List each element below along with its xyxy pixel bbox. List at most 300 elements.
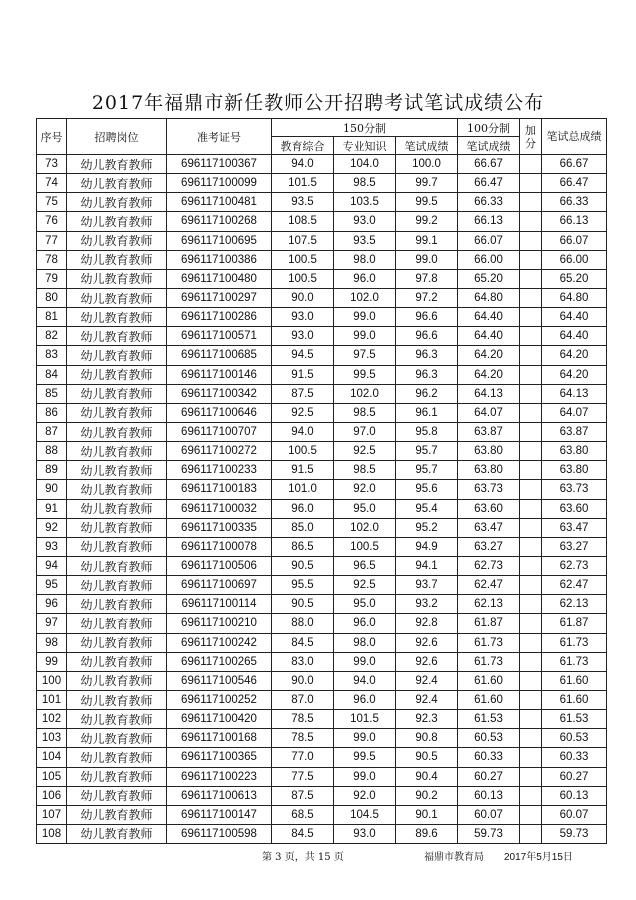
table-row (37, 155, 607, 174)
edu-score-cell: 108.5 (272, 212, 334, 231)
written-score-cell: 95.6 (396, 480, 458, 499)
bonus-cell (520, 403, 542, 422)
written-100-cell: 63.47 (458, 518, 520, 537)
edu-score-cell: 77.5 (272, 767, 334, 786)
edu-score-cell: 100.5 (272, 442, 334, 461)
seq-cell: 82 (37, 327, 67, 346)
header-prof: 专业知识 (334, 137, 396, 155)
edu-score-cell: 107.5 (272, 231, 334, 250)
written-score-cell: 94.1 (396, 556, 458, 575)
written-100-cell: 66.47 (458, 174, 520, 193)
prof-score-cell: 92.0 (334, 786, 396, 805)
total-score-cell: 64.20 (542, 365, 607, 384)
written-score-cell: 99.7 (396, 174, 458, 193)
prof-score-cell: 103.5 (334, 193, 396, 212)
written-100-cell: 61.60 (458, 690, 520, 709)
written-100-cell: 63.80 (458, 442, 520, 461)
total-score-cell: 63.87 (542, 422, 607, 441)
total-score-cell: 62.13 (542, 595, 607, 614)
post-cell: 幼儿教育教师 (67, 327, 167, 346)
table-row (37, 308, 607, 327)
table-row (37, 595, 607, 614)
total-score-cell: 61.73 (542, 633, 607, 652)
written-score-cell: 99.2 (396, 212, 458, 231)
edu-score-cell: 91.5 (272, 461, 334, 480)
bonus-cell (520, 327, 542, 346)
written-score-cell: 92.6 (396, 633, 458, 652)
written-100-cell: 61.87 (458, 614, 520, 633)
total-score-cell: 60.53 (542, 729, 607, 748)
seq-cell: 86 (37, 403, 67, 422)
exam-id-cell: 696117100242 (167, 633, 272, 652)
total-score-cell: 61.60 (542, 671, 607, 690)
post-cell: 幼儿教育教师 (67, 288, 167, 307)
prof-score-cell: 97.5 (334, 346, 396, 365)
prof-score-cell: 99.0 (334, 327, 396, 346)
table-row (37, 250, 607, 269)
seq-cell: 108 (37, 824, 67, 843)
post-cell: 幼儿教育教师 (67, 786, 167, 805)
edu-score-cell: 87.0 (272, 690, 334, 709)
table-row (37, 652, 607, 671)
total-score-cell: 66.33 (542, 193, 607, 212)
bonus-cell (520, 346, 542, 365)
exam-id-cell: 696117100210 (167, 614, 272, 633)
prof-score-cell: 102.0 (334, 518, 396, 537)
seq-cell: 78 (37, 250, 67, 269)
total-score-cell: 61.60 (542, 690, 607, 709)
written-100-cell: 66.13 (458, 212, 520, 231)
written-100-cell: 66.33 (458, 193, 520, 212)
exam-id-cell: 696117100598 (167, 824, 272, 843)
header-group-150: 150分制 (272, 119, 458, 137)
edu-score-cell: 95.5 (272, 576, 334, 595)
exam-id-cell: 696117100367 (167, 155, 272, 174)
edu-score-cell: 94.5 (272, 346, 334, 365)
written-score-cell: 99.5 (396, 193, 458, 212)
edu-score-cell: 93.0 (272, 327, 334, 346)
written-100-cell: 61.73 (458, 633, 520, 652)
table-row (37, 729, 607, 748)
prof-score-cell: 98.5 (334, 403, 396, 422)
total-score-cell: 60.13 (542, 786, 607, 805)
written-score-cell: 92.4 (396, 690, 458, 709)
prof-score-cell: 94.0 (334, 671, 396, 690)
written-score-cell: 92.4 (396, 671, 458, 690)
written-100-cell: 60.33 (458, 748, 520, 767)
seq-cell: 103 (37, 729, 67, 748)
table-row (37, 748, 607, 767)
edu-score-cell: 83.0 (272, 652, 334, 671)
prof-score-cell: 97.0 (334, 422, 396, 441)
written-score-cell: 94.9 (396, 537, 458, 556)
written-100-cell: 63.60 (458, 499, 520, 518)
total-score-cell: 60.27 (542, 767, 607, 786)
exam-id-cell: 696117100480 (167, 269, 272, 288)
written-100-cell: 60.13 (458, 786, 520, 805)
written-score-cell: 99.1 (396, 231, 458, 250)
seq-cell: 90 (37, 480, 67, 499)
table-row (37, 384, 607, 403)
post-cell: 幼儿教育教师 (67, 212, 167, 231)
table-row (37, 824, 607, 843)
exam-id-cell: 696117100297 (167, 288, 272, 307)
exam-id-cell: 696117100272 (167, 442, 272, 461)
written-100-cell: 61.53 (458, 710, 520, 729)
table-row (37, 288, 607, 307)
bonus-cell (520, 384, 542, 403)
bonus-cell (520, 633, 542, 652)
table-row (37, 499, 607, 518)
table-row (37, 633, 607, 652)
table-row (37, 518, 607, 537)
edu-score-cell: 84.5 (272, 824, 334, 843)
prof-score-cell: 98.5 (334, 174, 396, 193)
table-row (37, 480, 607, 499)
written-score-cell: 90.4 (396, 767, 458, 786)
edu-score-cell: 90.5 (272, 595, 334, 614)
total-score-cell: 59.73 (542, 824, 607, 843)
written-100-cell: 66.67 (458, 155, 520, 174)
edu-score-cell: 92.5 (272, 403, 334, 422)
written-100-cell: 62.73 (458, 556, 520, 575)
table-row (37, 614, 607, 633)
post-cell: 幼儿教育教师 (67, 384, 167, 403)
written-score-cell: 90.1 (396, 805, 458, 824)
edu-score-cell: 100.5 (272, 250, 334, 269)
header-written: 笔试成绩 (396, 137, 458, 155)
prof-score-cell: 104.5 (334, 805, 396, 824)
score-table (36, 118, 607, 844)
written-score-cell: 99.0 (396, 250, 458, 269)
edu-score-cell: 86.5 (272, 537, 334, 556)
bonus-cell (520, 710, 542, 729)
written-100-cell: 63.80 (458, 461, 520, 480)
bonus-cell (520, 518, 542, 537)
bonus-cell (520, 652, 542, 671)
bonus-cell (520, 269, 542, 288)
exam-id-cell: 696117100183 (167, 480, 272, 499)
bonus-cell (520, 422, 542, 441)
written-score-cell: 96.6 (396, 327, 458, 346)
prof-score-cell: 100.5 (334, 537, 396, 556)
post-cell: 幼儿教育教师 (67, 576, 167, 595)
total-score-cell: 61.53 (542, 710, 607, 729)
written-score-cell: 97.2 (396, 288, 458, 307)
exam-id-cell: 696117100420 (167, 710, 272, 729)
exam-id-cell: 696117100697 (167, 576, 272, 595)
table-row (37, 767, 607, 786)
seq-cell: 80 (37, 288, 67, 307)
seq-cell: 94 (37, 556, 67, 575)
written-score-cell: 96.2 (396, 384, 458, 403)
table-row (37, 442, 607, 461)
exam-id-cell: 696117100646 (167, 403, 272, 422)
prof-score-cell: 98.5 (334, 461, 396, 480)
table-row (37, 537, 607, 556)
exam-id-cell: 696117100613 (167, 786, 272, 805)
exam-id-cell: 696117100506 (167, 556, 272, 575)
post-cell: 幼儿教育教师 (67, 422, 167, 441)
exam-id-cell: 696117100233 (167, 461, 272, 480)
total-score-cell: 65.20 (542, 269, 607, 288)
seq-cell: 93 (37, 537, 67, 556)
footer-organization: 福鼎市教育局 (424, 852, 484, 863)
written-100-cell: 60.27 (458, 767, 520, 786)
seq-cell: 97 (37, 614, 67, 633)
exam-id-cell: 696117100546 (167, 671, 272, 690)
written-100-cell: 59.73 (458, 824, 520, 843)
written-score-cell: 90.5 (396, 748, 458, 767)
written-100-cell: 60.53 (458, 729, 520, 748)
total-score-cell: 66.07 (542, 231, 607, 250)
written-100-cell: 64.80 (458, 288, 520, 307)
table-row (37, 690, 607, 709)
edu-score-cell: 96.0 (272, 499, 334, 518)
exam-id-cell: 696117100268 (167, 212, 272, 231)
seq-cell: 107 (37, 805, 67, 824)
bonus-cell (520, 250, 542, 269)
total-score-cell: 63.73 (542, 480, 607, 499)
post-cell: 幼儿教育教师 (67, 231, 167, 250)
post-cell: 幼儿教育教师 (67, 193, 167, 212)
seq-cell: 104 (37, 748, 67, 767)
written-100-cell: 64.40 (458, 327, 520, 346)
prof-score-cell: 93.0 (334, 824, 396, 843)
prof-score-cell: 99.0 (334, 767, 396, 786)
bonus-cell (520, 308, 542, 327)
total-score-cell: 62.73 (542, 556, 607, 575)
prof-score-cell: 96.0 (334, 690, 396, 709)
seq-cell: 92 (37, 518, 67, 537)
prof-score-cell: 96.5 (334, 556, 396, 575)
total-score-cell: 66.00 (542, 250, 607, 269)
exam-id-cell: 696117100223 (167, 767, 272, 786)
table-body (37, 155, 607, 844)
seq-cell: 105 (37, 767, 67, 786)
post-cell: 幼儿教育教师 (67, 729, 167, 748)
seq-cell: 96 (37, 595, 67, 614)
post-cell: 幼儿教育教师 (67, 269, 167, 288)
post-cell: 幼儿教育教师 (67, 518, 167, 537)
prof-score-cell: 101.5 (334, 710, 396, 729)
edu-score-cell: 90.5 (272, 556, 334, 575)
edu-score-cell: 101.5 (272, 174, 334, 193)
bonus-cell (520, 231, 542, 250)
post-cell: 幼儿教育教师 (67, 556, 167, 575)
bonus-cell (520, 748, 542, 767)
written-100-cell: 60.07 (458, 805, 520, 824)
post-cell: 幼儿教育教师 (67, 633, 167, 652)
edu-score-cell: 78.5 (272, 729, 334, 748)
header-seq: 序号 (37, 119, 67, 155)
seq-cell: 98 (37, 633, 67, 652)
written-score-cell: 96.6 (396, 308, 458, 327)
table-row (37, 403, 607, 422)
exam-id-cell: 696117100078 (167, 537, 272, 556)
written-score-cell: 95.2 (396, 518, 458, 537)
page-title: 2017年福鼎市新任教师公开招聘考试笔试成绩公布 (91, 92, 545, 114)
edu-score-cell: 84.5 (272, 633, 334, 652)
header-exam-id: 准考证号 (167, 119, 272, 155)
exam-id-cell: 696117100099 (167, 174, 272, 193)
exam-id-cell: 696117100481 (167, 193, 272, 212)
bonus-cell (520, 537, 542, 556)
seq-cell: 106 (37, 786, 67, 805)
prof-score-cell: 99.0 (334, 308, 396, 327)
written-score-cell: 95.7 (396, 461, 458, 480)
edu-score-cell: 93.5 (272, 193, 334, 212)
total-score-cell: 64.40 (542, 327, 607, 346)
written-score-cell: 93.2 (396, 595, 458, 614)
exam-id-cell: 696117100252 (167, 690, 272, 709)
seq-cell: 74 (37, 174, 67, 193)
post-cell: 幼儿教育教师 (67, 346, 167, 365)
seq-cell: 84 (37, 365, 67, 384)
written-score-cell: 95.7 (396, 442, 458, 461)
table-row (37, 346, 607, 365)
total-score-cell: 60.33 (542, 748, 607, 767)
edu-score-cell: 88.0 (272, 614, 334, 633)
post-cell: 幼儿教育教师 (67, 442, 167, 461)
total-score-cell: 60.07 (542, 805, 607, 824)
table-row (37, 269, 607, 288)
exam-id-cell: 696117100335 (167, 518, 272, 537)
bonus-cell (520, 365, 542, 384)
total-score-cell: 63.47 (542, 518, 607, 537)
exam-id-cell: 696117100685 (167, 346, 272, 365)
total-score-cell: 61.87 (542, 614, 607, 633)
written-score-cell: 92.6 (396, 652, 458, 671)
total-score-cell: 66.47 (542, 174, 607, 193)
seq-cell: 73 (37, 155, 67, 174)
table-row (37, 365, 607, 384)
bonus-cell (520, 614, 542, 633)
prof-score-cell: 99.0 (334, 729, 396, 748)
total-score-cell: 64.07 (542, 403, 607, 422)
header-edu: 教育综合 (272, 137, 334, 155)
table-row (37, 461, 607, 480)
written-score-cell: 100.0 (396, 155, 458, 174)
bonus-cell (520, 212, 542, 231)
seq-cell: 75 (37, 193, 67, 212)
header-bonus: 加分 (520, 119, 542, 155)
exam-id-cell: 696117100032 (167, 499, 272, 518)
exam-id-cell: 696117100286 (167, 308, 272, 327)
table-row (37, 805, 607, 824)
prof-score-cell: 102.0 (334, 288, 396, 307)
exam-id-cell: 696117100707 (167, 422, 272, 441)
written-100-cell: 63.27 (458, 537, 520, 556)
bonus-cell (520, 690, 542, 709)
edu-score-cell: 101.0 (272, 480, 334, 499)
written-100-cell: 64.40 (458, 308, 520, 327)
post-cell: 幼儿教育教师 (67, 805, 167, 824)
total-score-cell: 61.73 (542, 652, 607, 671)
prof-score-cell: 96.0 (334, 614, 396, 633)
post-cell: 幼儿教育教师 (67, 250, 167, 269)
prof-score-cell: 98.0 (334, 633, 396, 652)
post-cell: 幼儿教育教师 (67, 365, 167, 384)
edu-score-cell: 77.0 (272, 748, 334, 767)
bonus-cell (520, 786, 542, 805)
written-score-cell: 96.1 (396, 403, 458, 422)
edu-score-cell: 94.0 (272, 422, 334, 441)
seq-cell: 88 (37, 442, 67, 461)
seq-cell: 95 (37, 576, 67, 595)
total-score-cell: 63.27 (542, 537, 607, 556)
post-cell: 幼儿教育教师 (67, 614, 167, 633)
edu-score-cell: 68.5 (272, 805, 334, 824)
written-score-cell: 89.6 (396, 824, 458, 843)
header-total: 笔试总成绩 (542, 119, 607, 155)
prof-score-cell: 98.0 (334, 250, 396, 269)
table-row (37, 327, 607, 346)
bonus-cell (520, 155, 542, 174)
exam-id-cell: 696117100146 (167, 365, 272, 384)
table-row (37, 671, 607, 690)
written-score-cell: 90.2 (396, 786, 458, 805)
written-100-cell: 62.13 (458, 595, 520, 614)
written-score-cell: 95.4 (396, 499, 458, 518)
table-row (37, 556, 607, 575)
prof-score-cell: 95.0 (334, 499, 396, 518)
total-score-cell: 64.13 (542, 384, 607, 403)
post-cell: 幼儿教育教师 (67, 710, 167, 729)
post-cell: 幼儿教育教师 (67, 308, 167, 327)
bonus-cell (520, 556, 542, 575)
post-cell: 幼儿教育教师 (67, 652, 167, 671)
table-row (37, 174, 607, 193)
seq-cell: 87 (37, 422, 67, 441)
exam-id-cell: 696117100571 (167, 327, 272, 346)
total-score-cell: 63.80 (542, 442, 607, 461)
exam-id-cell: 696117100114 (167, 595, 272, 614)
exam-id-cell: 696117100147 (167, 805, 272, 824)
post-cell: 幼儿教育教师 (67, 748, 167, 767)
bonus-cell (520, 193, 542, 212)
post-cell: 幼儿教育教师 (67, 174, 167, 193)
prof-score-cell: 99.5 (334, 748, 396, 767)
edu-score-cell: 87.5 (272, 384, 334, 403)
exam-id-cell: 696117100365 (167, 748, 272, 767)
header-group-100: 100分制 (458, 119, 520, 137)
bonus-cell (520, 729, 542, 748)
written-score-cell: 97.8 (396, 269, 458, 288)
bonus-cell (520, 576, 542, 595)
edu-score-cell: 90.0 (272, 288, 334, 307)
seq-cell: 91 (37, 499, 67, 518)
written-100-cell: 63.73 (458, 480, 520, 499)
edu-score-cell: 100.5 (272, 269, 334, 288)
written-score-cell: 92.8 (396, 614, 458, 633)
edu-score-cell: 93.0 (272, 308, 334, 327)
bonus-cell (520, 288, 542, 307)
seq-cell: 85 (37, 384, 67, 403)
bonus-cell (520, 480, 542, 499)
seq-cell: 100 (37, 671, 67, 690)
post-cell: 幼儿教育教师 (67, 480, 167, 499)
seq-cell: 99 (37, 652, 67, 671)
total-score-cell: 64.20 (542, 346, 607, 365)
edu-score-cell: 90.0 (272, 671, 334, 690)
prof-score-cell: 92.0 (334, 480, 396, 499)
written-score-cell: 93.7 (396, 576, 458, 595)
written-100-cell: 66.00 (458, 250, 520, 269)
post-cell: 幼儿教育教师 (67, 403, 167, 422)
prof-score-cell: 96.0 (334, 269, 396, 288)
post-cell: 幼儿教育教师 (67, 155, 167, 174)
